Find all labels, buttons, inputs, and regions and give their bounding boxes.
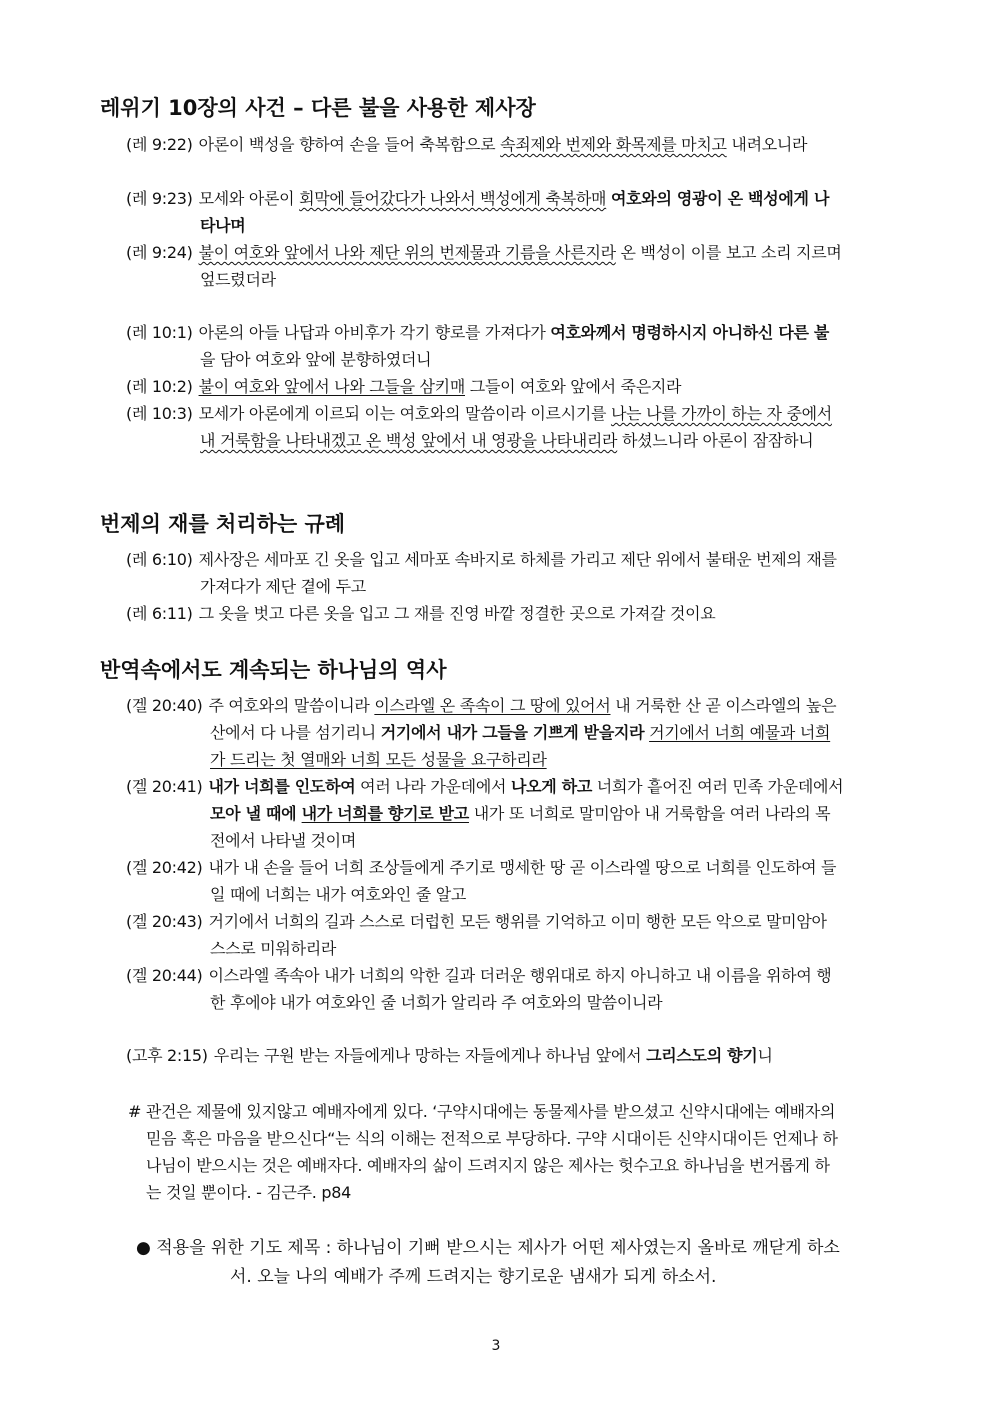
prayer-text: 하나님이 기뻐 받으시는 제사가 어떤 제사였는지 올바로 깨닫게 하소서. 오늘 나의 예배가 주께 드려지는 향기로운 냄새가 되게 하소서. <box>230 1238 840 1287</box>
verse-text-wavy: 회막에 들어갔다가 나와서 백성에게 축복하매 <box>299 189 607 208</box>
verse-ref: (고후 2:15) <box>126 1046 208 1065</box>
verse-ref: (겔 20:41) <box>126 777 203 796</box>
verse-text-bold: 여호와께서 명령하시지 아니하신 다른 불 <box>550 323 830 342</box>
verse-text-bold: 여호와의 영광이 온 백성에게 나타나며 <box>200 189 830 235</box>
verse-ezk-20-41 <box>126 773 844 854</box>
verse-text: 우리는 구원 받는 자들에게나 망하는 자들에게나 하나님 앞에서 <box>213 1046 647 1065</box>
verse-lev-6-10 <box>126 546 844 600</box>
commentary-note <box>128 1098 844 1206</box>
verse-ref: (겔 20:40) <box>126 696 203 715</box>
section-heading-burnt-offering-ashes: 번제의 재를 처리하는 규례 <box>100 512 346 536</box>
verse-text-bold: 거기에서 내가 그들을 기쁘게 받을지라 <box>380 723 645 742</box>
verse-text: 아론의 아들 나답과 아비후가 각기 향로를 가져다가 <box>198 323 551 342</box>
verse-text-wavy: 불이 여호와 앞에서 나와 제단 위의 번제물과 기름을 사른지라 <box>198 243 616 262</box>
verse-text: 그 옷을 벗고 다른 옷을 입고 그 재를 진영 바깥 정결한 곳으로 가져갈 것이요 <box>198 604 716 623</box>
verse-lev-9-22 <box>126 131 844 158</box>
verse-text: 니 <box>757 1046 773 1065</box>
verse-ref: (레 10:2) <box>126 377 193 396</box>
verse-text: 을 담아 여호와 앞에 분향하였더니 <box>200 350 432 369</box>
verse-lev-10-2 <box>126 373 844 400</box>
verse-text: 제사장은 세마포 긴 옷을 입고 세마포 속바지로 하체를 가리고 제단 위에서 불태운 번제의 재를 가져다가 제단 곁에 두고 <box>198 550 837 596</box>
verse-text: 내가 내 손을 들어 너희 조상들에게 주기로 맹세한 땅 곧 이스라엘 땅으로 너희를 인도하여 들일 때에 너희는 내가 여호와인 줄 알고 <box>208 858 837 904</box>
verse-lev-10-1 <box>126 319 844 373</box>
verse-text: 여러 나라 가운데에서 <box>355 777 511 796</box>
verse-lev-9-23 <box>126 185 844 239</box>
verse-text: 내 거룩한 산 곧 이스라엘의 높은 산에서 다 나를 섬기리니 <box>210 696 837 742</box>
verse-ref: (레 10:1) <box>126 323 193 342</box>
note-text: 관건은 제물에 있지않고 예배자에게 있다. ‘구약시대에는 동물제사를 받으셨고 신약시대에는 예배자의 믿음 혹은 마음을 받으신다“는 식의 이해는 전적으로 부당하다. 구약 시대이든 신약시대이든 언제나 하나님이 받으시는 것은 예배자다. 예배자의 삶이 드려지지 않은 제사는 헛수고요 하나님을 번거롭게 하는 것일 뿐이다. - 김근주. p84 <box>145 1102 838 1202</box>
verse-ezk-20-42 <box>126 854 844 908</box>
verse-text: 내가 또 너희로 말미암아 내 거룩함을 여러 나라의 목전에서 나타낼 것이며 <box>210 804 831 850</box>
verse-text-wavy: 나는 나를 가까이 하는 자 중에서 내 거룩함을 나타내겠고 온 백성 앞에서 내 영광을 나타내리라 <box>200 404 832 450</box>
verse-text: 온 백성이 이를 보고 소리 지르며 엎드렸더라 <box>200 243 842 289</box>
verse-ezk-20-43 <box>126 908 844 962</box>
verse-text: 그들이 여호와 앞에서 죽은지라 <box>465 377 682 396</box>
prayer-label: 적용을 위한 기도 제목 : <box>156 1238 337 1258</box>
verse-text: 너희가 흩어진 여러 민족 가운데에서 <box>592 777 844 796</box>
section-heading-gods-work: 반역속에서도 계속되는 하나님의 역사 <box>100 658 447 682</box>
verse-text-wavy: 속죄제와 번제와 화목제를 마치고 <box>500 135 727 154</box>
verse-text: 모세와 아론이 <box>198 189 300 208</box>
verse-text-bold: 나오게 하고 <box>510 777 593 796</box>
verse-text-bold: 내가 너희를 인도하여 <box>208 777 356 796</box>
verse-text: 내려오니라 <box>726 135 808 154</box>
section-heading-leviticus-10: 레위기 10장의 사건 – 다른 불을 사용한 제사장 <box>100 96 536 120</box>
verse-ref: (레 9:22) <box>126 135 193 154</box>
verse-ref: (레 9:23) <box>126 189 193 208</box>
bullet-icon: ● <box>136 1238 151 1258</box>
prayer-topic <box>136 1234 856 1292</box>
verse-text: 하셨느니라 아론이 잠잠하니 <box>617 431 814 450</box>
verse-ezk-20-44 <box>126 962 844 1016</box>
verse-ref: (레 6:10) <box>126 550 193 569</box>
note-mark: # <box>128 1102 142 1121</box>
verse-ref: (레 6:11) <box>126 604 193 623</box>
verse-text: 아론이 백성을 향하여 손을 들어 축복함으로 <box>198 135 501 154</box>
verse-text: 이스라엘 족속아 내가 너희의 악한 길과 더러운 행위대로 하지 아니하고 내 이름을 위하여 행한 후에야 내가 여호와인 줄 너희가 알리라 주 여호와의 말씀이니라 <box>208 966 832 1012</box>
verse-text-underlined: 이스라엘 온 족속이 그 땅에 있어서 <box>374 696 611 715</box>
verse-lev-6-11 <box>126 600 844 627</box>
verse-text-underlined: 거기에서 너희 예물과 너희가 드리는 첫 열매와 너희 모든 성물을 요구하리라 <box>210 723 831 769</box>
verse-text: 주 여호와의 말씀이니라 <box>208 696 375 715</box>
verse-ref: (겔 20:44) <box>126 966 203 985</box>
verse-2cor-2-15 <box>126 1042 844 1069</box>
verse-lev-10-3 <box>126 400 844 454</box>
verse-ezk-20-40 <box>126 692 844 773</box>
verse-ref: (겔 20:42) <box>126 858 203 877</box>
verse-ref: (겔 20:43) <box>126 912 203 931</box>
verse-text-bold: 모아 낼 때에 <box>210 804 302 823</box>
verse-ref: (레 9:24) <box>126 243 193 262</box>
verse-text-underlined: 불이 여호와 앞에서 나와 그들을 삼키매 <box>198 377 465 396</box>
verse-lev-9-24 <box>126 239 844 293</box>
verse-text: 모세가 아론에게 이르되 이는 여호와의 말씀이라 이르시기를 <box>198 404 611 423</box>
verse-text-bold-underlined: 내가 너희를 향기로 받고 <box>301 804 469 823</box>
verse-text: 거기에서 너희의 길과 스스로 더럽힌 모든 행위를 기억하고 이미 행한 모든 악으로 말미암아 스스로 미워하리라 <box>208 912 827 958</box>
page-number: 3 <box>491 1338 501 1354</box>
verse-ref: (레 10:3) <box>126 404 193 423</box>
verse-text-bold: 그리스도의 향기 <box>646 1046 758 1065</box>
